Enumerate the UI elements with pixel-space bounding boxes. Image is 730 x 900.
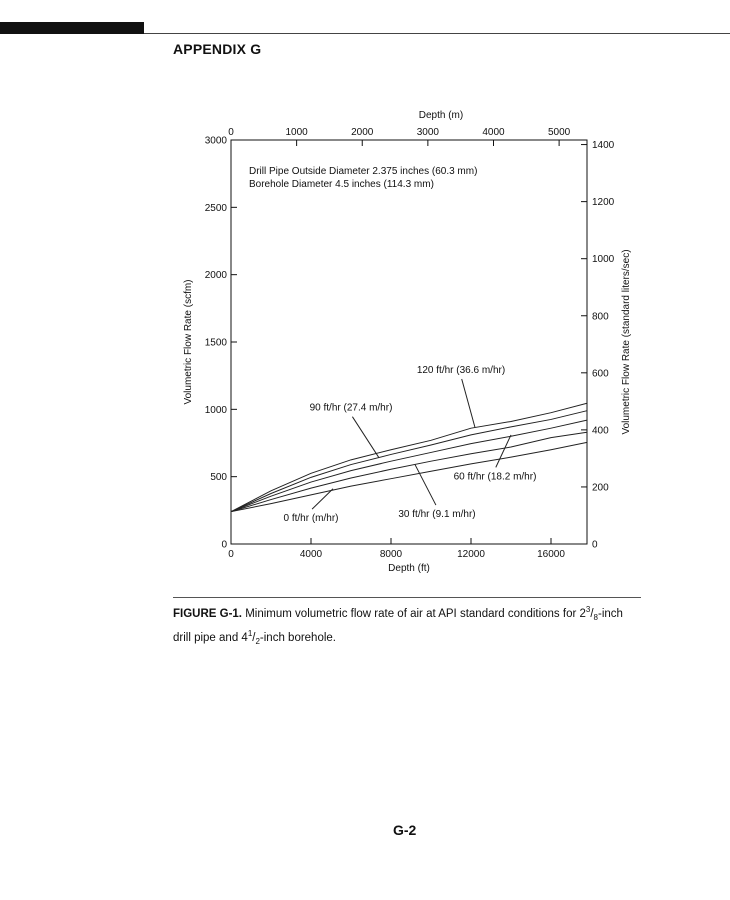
- series-label: 120 ft/hr (36.6 m/hr): [416, 364, 506, 376]
- caption-text-a: Minimum volumetric flow rate of air at API standard conditions for 2: [245, 607, 586, 620]
- x2-tick-label: 4000: [482, 127, 505, 138]
- series-label-leader: [352, 417, 379, 458]
- series-label-leader: [496, 435, 511, 467]
- caption-frac2-num: 1: [247, 629, 253, 639]
- y2-tick-label: 1000: [592, 254, 615, 266]
- x2-tick-label: 1000: [285, 127, 308, 138]
- y2-tick-label: 400: [592, 425, 609, 437]
- caption-rule: [173, 597, 641, 598]
- figure-caption: FIGURE G-1. Minimum volumetric flow rate of air at API standard conditions for $2^3/_8$-inch drill pipe and $4^1/_2$-inch borehole.: [173, 605, 623, 647]
- y-tick-label: 1000: [204, 404, 227, 416]
- series-line: [231, 411, 587, 512]
- y2-axis-label: Volumetric Flow Rate (standard liters/sec): [621, 249, 632, 435]
- y2-tick-label: 1200: [592, 197, 615, 209]
- x-tick-label: 8000: [379, 549, 403, 560]
- y-tick-label: 500: [210, 472, 227, 484]
- x2-tick-label: 0: [228, 127, 234, 138]
- y-tick-label: 3000: [204, 135, 227, 147]
- x-axis-label: Depth (ft): [388, 563, 430, 574]
- y-tick-label: 2500: [204, 202, 227, 214]
- y-tick-label: 0: [221, 539, 227, 551]
- y-axis-label: Volumetric Flow Rate (scfm): [183, 279, 194, 405]
- y-tick-label: 1500: [204, 337, 227, 349]
- section-title: APPENDIX G: [173, 41, 262, 57]
- series-label: 0 ft/hr (m/hr): [283, 513, 339, 525]
- x-tick-label: 16000: [537, 549, 565, 560]
- y2-tick-label: 800: [592, 311, 609, 323]
- x2-tick-label: 3000: [416, 127, 439, 138]
- x2-axis-label: Depth (m): [418, 110, 464, 121]
- page-number: G-2: [393, 822, 417, 838]
- caption-frac2-den: 2: [255, 637, 260, 647]
- caption-text-b: -inch drill pipe and 4: [173, 607, 623, 644]
- y2-tick-label: 1400: [592, 140, 615, 152]
- series-label: 90 ft/hr (27.4 m/hr): [309, 402, 393, 414]
- series-label: 60 ft/hr (18.2 m/hr): [453, 471, 537, 483]
- caption-text-c: -inch borehole.: [259, 631, 336, 644]
- caption-frac1-num: 3: [585, 605, 591, 614]
- x-tick-label: 0: [228, 549, 234, 560]
- x-tick-label: 12000: [457, 549, 485, 560]
- plot-frame: [231, 140, 587, 544]
- series-label: 30 ft/hr (9.1 m/hr): [398, 509, 476, 521]
- series-label-leader: [462, 379, 475, 428]
- y-tick-label: 2000: [204, 270, 227, 282]
- figure-label: FIGURE G-1.: [173, 607, 243, 620]
- x2-tick-label: 2000: [351, 127, 374, 138]
- y2-tick-label: 200: [592, 482, 609, 494]
- y2-tick-label: 600: [592, 368, 609, 380]
- caption-frac1-den: 8: [593, 613, 598, 623]
- annotation-pipe-diameter: Drill Pipe Outside Diameter 2.375 inches (60.3 mm): [249, 166, 478, 177]
- annotation-borehole-diameter: Borehole Diameter 4.5 inches (114.3 mm): [249, 179, 434, 190]
- x2-tick-label: 5000: [547, 127, 571, 138]
- x-tick-label: 4000: [299, 549, 323, 560]
- y2-tick-label: 0: [592, 539, 598, 551]
